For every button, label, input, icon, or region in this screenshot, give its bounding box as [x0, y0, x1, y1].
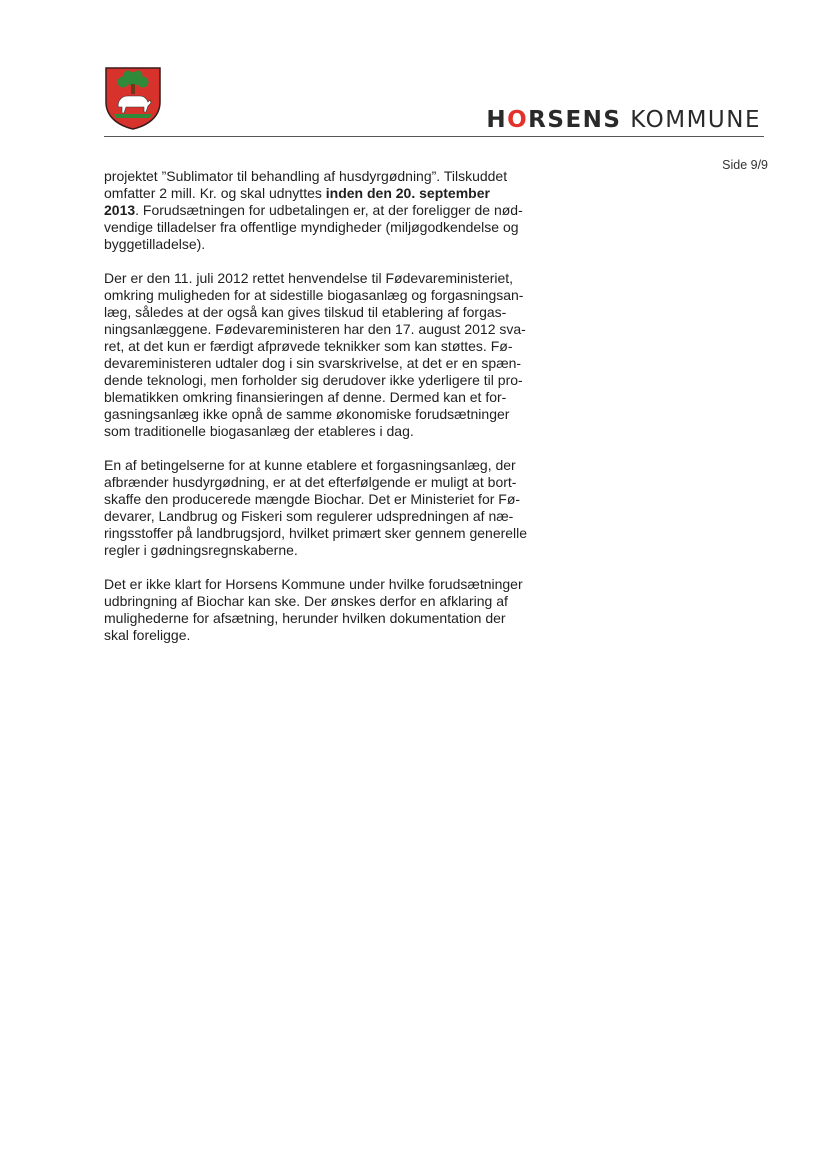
- paragraph-biochar-disposal: En af betingelserne for at kunne etablere et forgasningsanlæg, der afbrænder husdyrgødning, er at det efterfølgende er muligt at bort- skaffe den producerede mængde Biochar. Det er Ministeriet for Fø- devarer, Landbrug og Fiskeri som regulerer udspredningen af næ- ringsstoffer på landbrugsjord, hvilket primært sker gennem generelle regler i gødningsregnskaberne.: [104, 457, 528, 558]
- document-body: [104, 168, 574, 661]
- brand-letter-o: O: [507, 107, 529, 133]
- paragraph-ministry-inquiry: Der er den 11. juli 2012 rettet henvendelse til Fødevareministeriet, omkring muligheden for at sidestille biogasanlæg og forgasningsan- læg, således at der også kan gives tilskud til etablering af forgas- ningsanlæggene. Fødevareministeren har den 17. august 2012 sva- ret, at det kun er færdigt afprøvede teknikker som kan støttes. Fø- devareministeren udtaler dog i sin svarskrivelse, at det er en spæn- dende teknologi, men forholder sig derudover ikke yderligere til pro- blematikken omkring finansieringen af denne. Dermed kan et for- gasningsanlæg ikke opnå de samme økonomiske forudsætninger som traditionelle biogasanlæg der etableres i dag.: [104, 270, 526, 439]
- brand-letter-h: H: [486, 107, 508, 133]
- page-number: Side 9/9: [722, 158, 768, 172]
- paragraph-1-text-a: projektet ”Sublimator til behandling af husdyrgødning”. Tilskuddet omfatter 2 mill. Kr. og skal udnyttes: [104, 168, 508, 201]
- paragraph-clarification-request: Det er ikke klart for Horsens Kommune under hvilke forudsætninger udbringning af Biochar kan ske. Der ønskes derfor en afklaring af mulighederne for afsætning, herunder hvilken dokumentation der skal foreligge.: [104, 576, 523, 643]
- header-divider: [104, 136, 764, 137]
- coat-of-arms-logo: [104, 66, 162, 130]
- brand-word-kommune: KOMMUNE: [630, 107, 761, 133]
- paragraph-grant-conditions: [104, 168, 574, 253]
- brand-word-rsens: RSENS: [528, 107, 622, 133]
- deadline-bold-text: inden den 20. september 2013: [104, 185, 490, 218]
- horsens-kommune-logo: [486, 107, 761, 133]
- paragraph-1-text-b: . Forudsætningen for udbetalingen er, at der foreligger de nød- vendige tilladelser fra offentlige myndigheder (miljøgodkendelse og byggetilladelse).: [104, 202, 523, 252]
